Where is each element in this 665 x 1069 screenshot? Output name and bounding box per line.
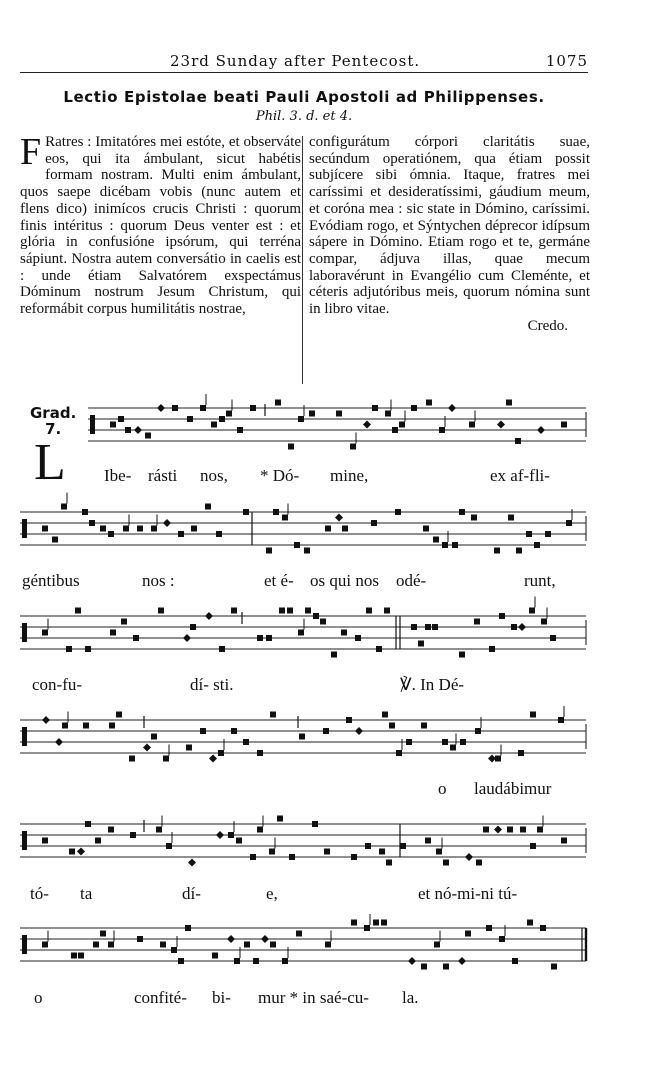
square-neume xyxy=(186,745,192,751)
square-neume xyxy=(100,526,106,532)
square-neume xyxy=(95,838,101,844)
rhombus-neume xyxy=(355,727,363,735)
square-neume xyxy=(351,854,357,860)
rhombus-neume xyxy=(448,404,456,412)
square-neume xyxy=(42,630,48,636)
square-neume xyxy=(400,843,406,849)
square-neume xyxy=(526,531,532,537)
square-neume xyxy=(287,608,293,614)
square-neume xyxy=(270,942,276,948)
square-neume xyxy=(269,849,275,855)
lyric-syllable: nos : xyxy=(142,571,175,590)
rhombus-neume xyxy=(163,519,171,527)
lyric-syllable: la. xyxy=(402,988,419,1007)
square-neume xyxy=(61,504,67,510)
square-neume xyxy=(282,515,288,521)
square-neume xyxy=(163,756,169,762)
square-neume xyxy=(545,531,551,537)
square-neume xyxy=(323,728,329,734)
square-neume xyxy=(561,422,567,428)
epistle-right-text: configurátum córpori claritátis suae, secúndum operatiónem, qua étiam possit subjícere sibi ómnia. Itaque, fratres mei caríssimi et desideratíssimi, gáudium meum, et coróna mea : sic state in Dómino, caríssimi. Evódiam rogo, et Sýntychen déprecor idípsum sápere in Dómino. Etiam rogo et te, germáne compar, ádjuva illas, quae mecum laboravérunt in Evangélio cum Cleménte, et céteris adjutóribus meis, quorum nómina sunt in libro vitae. xyxy=(309,134,590,318)
square-neume xyxy=(558,717,564,723)
rhombus-neume xyxy=(42,716,50,724)
square-neume xyxy=(392,427,398,433)
square-neume xyxy=(156,827,162,833)
square-neume xyxy=(289,854,295,860)
lyric-syllable: runt, xyxy=(524,571,556,590)
rhombus-neume xyxy=(363,421,371,429)
lyric-syllable: nos, xyxy=(200,466,228,485)
square-neume xyxy=(530,712,536,718)
square-neume xyxy=(495,756,501,762)
lyric-syllable: ℣. In Dé- xyxy=(400,675,465,694)
square-neume xyxy=(166,843,172,849)
square-neume xyxy=(313,613,319,619)
square-neume xyxy=(75,608,81,614)
epistle-left-text: Ratres : Imitatóres mei estóte, et observáte eos, qui ita ámbulant, sicut habétis formam nostram. Multi enim ámbulant, quos saepe dicébam vobis (nunc autem et flens dico) inimícos crucis Christi : quorum finis intéritus : quorum Deus venter est : et glória in confusióne ipsórum, qui terréna sápiunt. Nostra autem conversátio in caelis est : unde étiam Salvatórem exspectámus Dóminum nostrum Jesum Christum, qui reformábit corpus humilitátis nostrae, xyxy=(20,134,301,318)
square-neume xyxy=(561,838,567,844)
square-neume xyxy=(324,849,330,855)
square-neume xyxy=(237,427,243,433)
square-neume xyxy=(110,630,116,636)
square-neume xyxy=(465,931,471,937)
square-neume xyxy=(257,827,263,833)
square-neume xyxy=(436,849,442,855)
rhombus-neume xyxy=(465,853,473,861)
square-neume xyxy=(178,531,184,537)
credo-rubric: Credo. xyxy=(527,317,568,334)
drop-cap: F xyxy=(20,131,42,173)
square-neume xyxy=(231,608,237,614)
square-neume xyxy=(342,526,348,532)
square-neume xyxy=(93,942,99,948)
square-neume xyxy=(108,827,114,833)
square-neume xyxy=(312,821,318,827)
square-neume xyxy=(499,936,505,942)
square-neume xyxy=(296,931,302,937)
square-neume xyxy=(298,630,304,636)
square-neume xyxy=(433,537,439,543)
square-neume xyxy=(331,652,337,658)
clef-icon xyxy=(22,831,27,850)
square-neume xyxy=(366,608,372,614)
square-neume xyxy=(42,942,48,948)
square-neume xyxy=(100,931,106,937)
square-neume xyxy=(518,750,524,756)
square-neume xyxy=(459,652,465,658)
square-neume xyxy=(62,723,68,729)
square-neume xyxy=(216,531,222,537)
clef-icon xyxy=(22,727,27,746)
square-neume xyxy=(350,444,356,450)
square-neume xyxy=(386,860,392,866)
square-neume xyxy=(506,400,512,406)
rhombus-neume xyxy=(261,935,269,943)
square-neume xyxy=(381,920,387,926)
square-neume xyxy=(160,942,166,948)
square-neume xyxy=(411,624,417,630)
square-neume xyxy=(275,400,281,406)
square-neume xyxy=(234,958,240,964)
square-neume xyxy=(389,723,395,729)
square-neume xyxy=(425,838,431,844)
square-neume xyxy=(421,964,427,970)
lyric-syllable: bi- xyxy=(212,988,231,1007)
lyric-syllable: * Dó- xyxy=(260,466,300,485)
square-neume xyxy=(219,646,225,652)
gradual-label-text: Grad. xyxy=(30,404,77,422)
square-neume xyxy=(476,860,482,866)
square-neume xyxy=(158,608,164,614)
square-neume xyxy=(452,542,458,548)
rhombus-neume xyxy=(77,848,85,856)
square-neume xyxy=(219,416,225,422)
square-neume xyxy=(309,411,315,417)
square-neume xyxy=(191,526,197,532)
square-neume xyxy=(212,953,218,959)
square-neume xyxy=(304,548,310,554)
square-neume xyxy=(78,953,84,959)
square-neume xyxy=(469,422,475,428)
square-neume xyxy=(320,619,326,625)
square-neume xyxy=(486,925,492,931)
rhombus-neume xyxy=(335,514,343,522)
square-neume xyxy=(421,723,427,729)
square-neume xyxy=(244,942,250,948)
rhombus-neume xyxy=(143,744,151,752)
lyric-syllable: o xyxy=(438,779,447,798)
square-neume xyxy=(520,827,526,833)
square-neume xyxy=(42,526,48,532)
square-neume xyxy=(231,728,237,734)
square-neume xyxy=(253,958,259,964)
lyric-syllable: rásti xyxy=(148,466,178,485)
square-neume xyxy=(205,504,211,510)
clef-icon xyxy=(22,519,27,538)
square-neume xyxy=(85,646,91,652)
lyric-syllable: laudábimur xyxy=(474,779,552,798)
square-neume xyxy=(178,958,184,964)
square-neume xyxy=(85,821,91,827)
square-neume xyxy=(550,635,556,641)
rhombus-neume xyxy=(408,957,416,965)
rhombus-neume xyxy=(227,935,235,943)
square-neume xyxy=(118,416,124,422)
lyric-syllable: ta xyxy=(80,884,93,903)
square-neume xyxy=(379,849,385,855)
square-neume xyxy=(443,964,449,970)
square-neume xyxy=(110,422,116,428)
square-neume xyxy=(273,509,279,515)
square-neume xyxy=(534,542,540,548)
square-neume xyxy=(288,444,294,450)
square-neume xyxy=(266,548,272,554)
lyric-syllable: Ibe- xyxy=(104,466,132,485)
square-neume xyxy=(515,438,521,444)
square-neume xyxy=(432,624,438,630)
square-neume xyxy=(396,750,402,756)
square-neume xyxy=(551,964,557,970)
square-neume xyxy=(325,526,331,532)
square-neume xyxy=(406,739,412,745)
square-neume xyxy=(442,739,448,745)
square-neume xyxy=(489,646,495,652)
clef-icon xyxy=(90,415,95,434)
square-neume xyxy=(459,509,465,515)
square-neume xyxy=(145,433,151,439)
rhombus-neume xyxy=(458,957,466,965)
square-neume xyxy=(89,520,95,526)
square-neume xyxy=(529,608,535,614)
lyric-syllable: dí- sti. xyxy=(190,675,234,694)
square-neume xyxy=(371,520,377,526)
square-neume xyxy=(499,613,505,619)
square-neume xyxy=(228,832,234,838)
square-neume xyxy=(211,422,217,428)
square-neume xyxy=(82,509,88,515)
rhombus-neume xyxy=(209,755,217,763)
square-neume xyxy=(537,827,543,833)
square-neume xyxy=(376,646,382,652)
clef-icon xyxy=(22,935,27,954)
square-neume xyxy=(83,723,89,729)
square-neume xyxy=(133,635,139,641)
square-neume xyxy=(336,411,342,417)
square-neume xyxy=(516,548,522,554)
lyric-syllable: géntibus xyxy=(22,571,80,590)
rhombus-neume xyxy=(494,826,502,834)
square-neume xyxy=(243,509,249,515)
square-neume xyxy=(385,411,391,417)
square-neume xyxy=(200,405,206,411)
rhombus-neume xyxy=(537,426,545,434)
gradual-label xyxy=(30,405,76,437)
rhombus-neume xyxy=(205,612,213,620)
square-neume xyxy=(508,515,514,521)
square-neume xyxy=(351,920,357,926)
square-neume xyxy=(411,405,417,411)
lyric-syllable: et é- xyxy=(264,571,294,590)
rhombus-neume xyxy=(157,404,165,412)
square-neume xyxy=(395,509,401,515)
square-neume xyxy=(399,422,405,428)
square-neume xyxy=(266,635,272,641)
square-neume xyxy=(137,936,143,942)
page-number: 1075 xyxy=(545,52,588,70)
square-neume xyxy=(42,838,48,844)
square-neume xyxy=(475,728,481,734)
square-neume xyxy=(494,548,500,554)
square-neume xyxy=(279,608,285,614)
gradual-mode: 7. xyxy=(45,420,62,438)
square-neume xyxy=(129,756,135,762)
square-neume xyxy=(425,624,431,630)
lyric-syllable: confité- xyxy=(134,988,187,1007)
square-neume xyxy=(116,712,122,718)
lyric-syllable: ex af-fli- xyxy=(490,466,550,485)
lyric-syllable: odé- xyxy=(396,571,427,590)
square-neume xyxy=(299,734,305,740)
square-neume xyxy=(250,854,256,860)
square-neume xyxy=(257,635,263,641)
square-neume xyxy=(52,537,58,543)
square-neume xyxy=(123,526,129,532)
square-neume xyxy=(108,942,114,948)
lyric-syllable: tó- xyxy=(30,884,49,903)
square-neume xyxy=(325,942,331,948)
square-neume xyxy=(305,608,311,614)
square-neume xyxy=(540,925,546,931)
square-neume xyxy=(442,542,448,548)
square-neume xyxy=(418,641,424,647)
running-title: 23rd Sunday after Pentecost. xyxy=(170,52,421,70)
lesson-citation: Phil. 3. d. et 4. xyxy=(255,109,353,124)
square-neume xyxy=(187,416,193,422)
lyric-syllable: mine, xyxy=(330,466,369,485)
lyric-syllable: e, xyxy=(266,884,278,903)
rhombus-neume xyxy=(497,421,505,429)
square-neume xyxy=(121,619,127,625)
square-neume xyxy=(236,838,242,844)
square-neume xyxy=(341,630,347,636)
square-neume xyxy=(346,717,352,723)
square-neume xyxy=(250,405,256,411)
square-neume xyxy=(365,843,371,849)
square-neume xyxy=(372,405,378,411)
square-neume xyxy=(443,860,449,866)
square-neume xyxy=(364,925,370,931)
square-neume xyxy=(527,920,533,926)
square-neume xyxy=(108,531,114,537)
square-neume xyxy=(298,416,304,422)
square-neume xyxy=(243,739,249,745)
rhombus-neume xyxy=(134,426,142,434)
clef-icon xyxy=(22,623,27,642)
rhombus-neume xyxy=(216,831,224,839)
square-neume xyxy=(172,405,178,411)
square-neume xyxy=(66,646,72,652)
square-neume xyxy=(460,739,466,745)
square-neume xyxy=(483,827,489,833)
square-neume xyxy=(226,411,232,417)
square-neume xyxy=(450,745,456,751)
square-neume xyxy=(382,712,388,718)
square-neume xyxy=(507,827,513,833)
square-neume xyxy=(277,816,283,822)
square-neume xyxy=(125,427,131,433)
square-neume xyxy=(541,619,547,625)
square-neume xyxy=(355,635,361,641)
square-neume xyxy=(151,526,157,532)
square-neume xyxy=(71,953,77,959)
square-neume xyxy=(69,849,75,855)
square-neume xyxy=(130,832,136,838)
square-neume xyxy=(294,542,300,548)
lyric-syllable: dí- xyxy=(182,884,201,903)
square-neume xyxy=(530,843,536,849)
square-neume xyxy=(270,712,276,718)
square-neume xyxy=(566,520,572,526)
rhombus-neume xyxy=(188,859,196,867)
rhombus-neume xyxy=(488,755,496,763)
square-neume xyxy=(282,958,288,964)
rhombus-neume xyxy=(183,634,191,642)
lyric-syllable: con-fu- xyxy=(32,675,83,694)
lyric-syllable: os qui nos xyxy=(310,571,379,590)
square-neume xyxy=(218,750,224,756)
square-neume xyxy=(423,526,429,532)
lyric-syllable: o xyxy=(34,988,43,1007)
square-neume xyxy=(384,608,390,614)
gradual-initial: L xyxy=(34,434,66,491)
square-neume xyxy=(171,947,177,953)
square-neume xyxy=(512,958,518,964)
square-neume xyxy=(151,734,157,740)
rhombus-neume xyxy=(518,623,526,631)
square-neume xyxy=(471,515,477,521)
square-neume xyxy=(190,624,196,630)
rhombus-neume xyxy=(55,738,63,746)
square-neume xyxy=(185,925,191,931)
square-neume xyxy=(257,750,263,756)
square-neume xyxy=(109,723,115,729)
square-neume xyxy=(200,728,206,734)
square-neume xyxy=(474,619,480,625)
square-neume xyxy=(511,624,517,630)
square-neume xyxy=(439,427,445,433)
square-neume xyxy=(434,942,440,948)
lesson-title: Lectio Epistolae beati Pauli Apostoli ad Philippenses. xyxy=(63,88,545,106)
square-neume xyxy=(426,400,432,406)
lyric-syllable: et nó-mi-ni tú- xyxy=(418,884,518,903)
lyric-syllable: mur * in saé-cu- xyxy=(258,988,369,1007)
square-neume xyxy=(373,920,379,926)
square-neume xyxy=(137,526,143,532)
